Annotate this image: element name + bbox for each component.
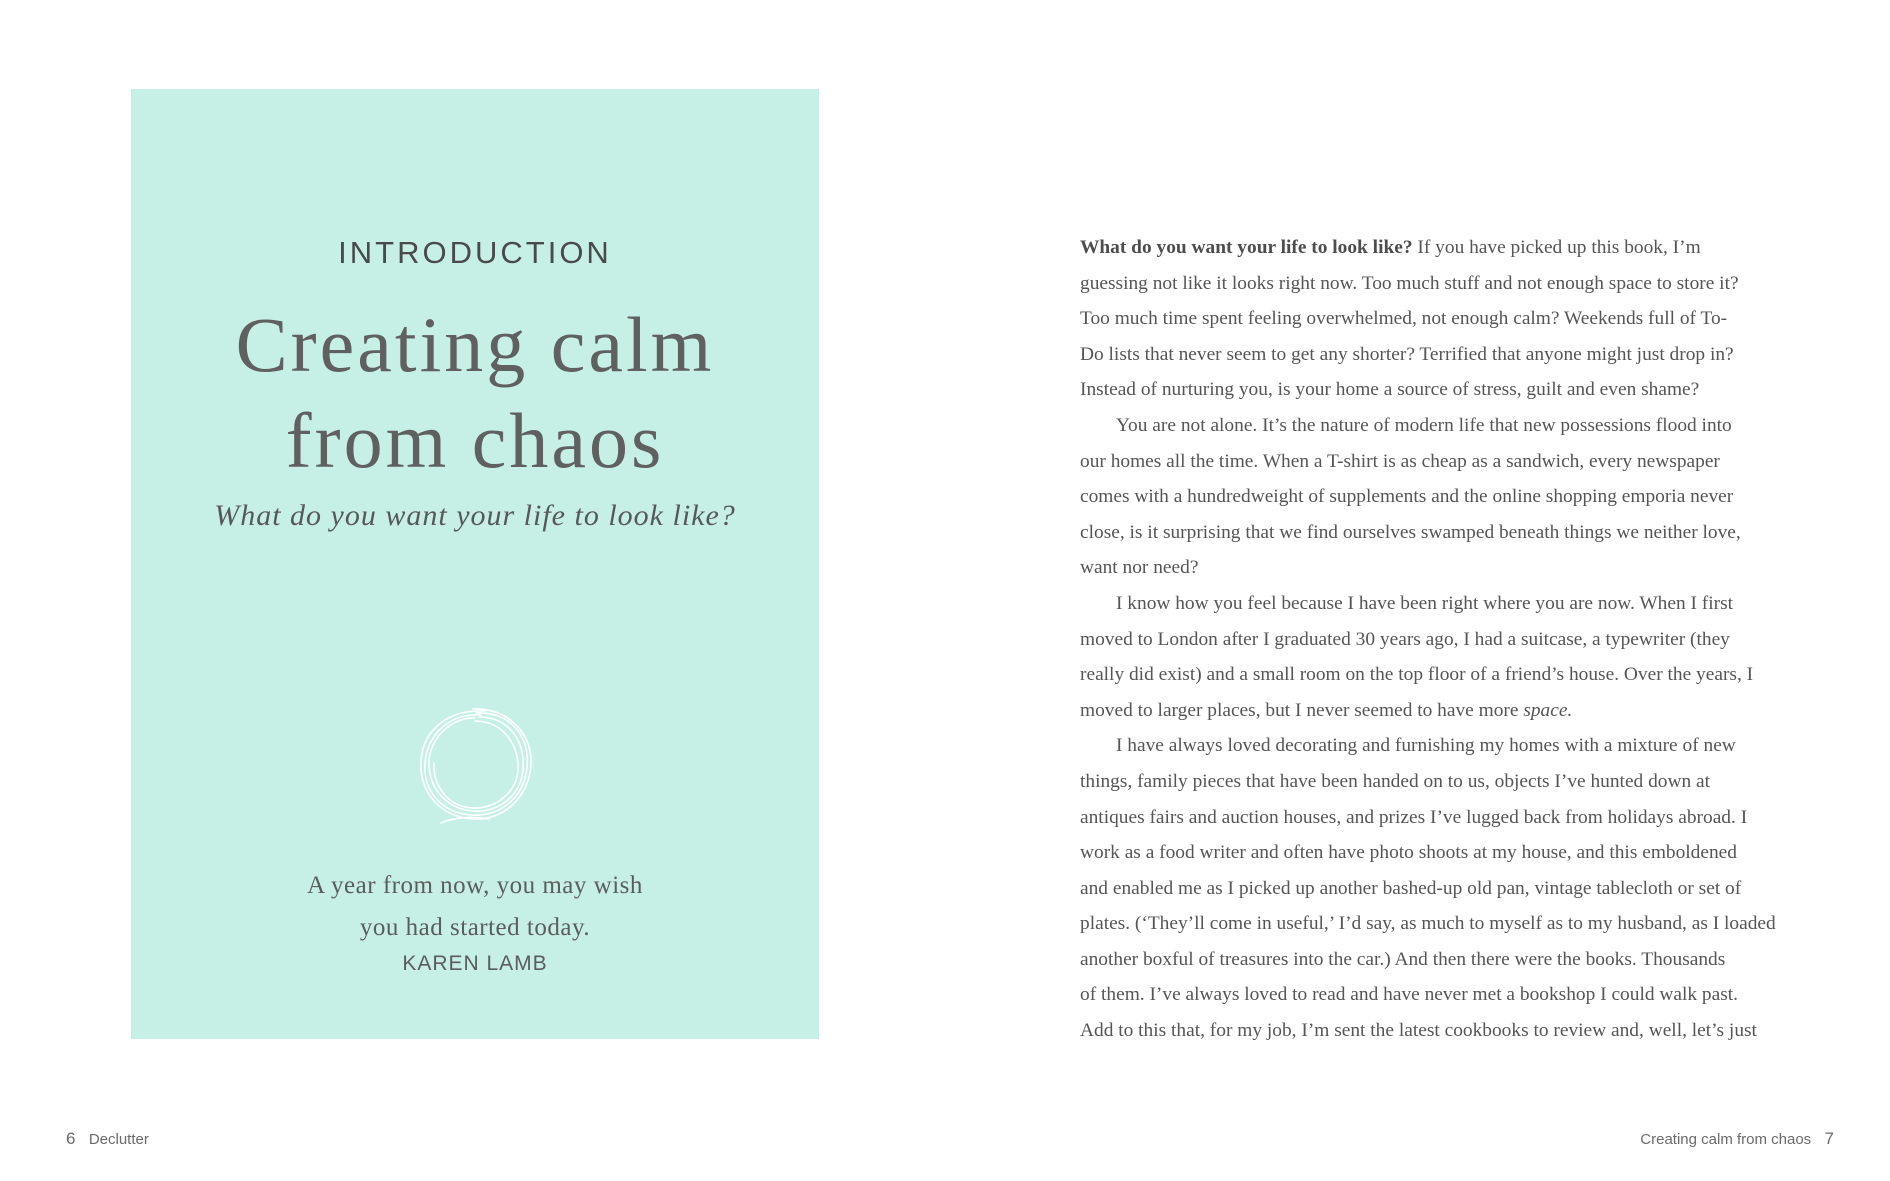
epigraph-quote: [131, 865, 819, 949]
page-number-left: 6: [66, 1129, 76, 1148]
body-line: I know how you feel because I have been right where you are now. When I first: [1116, 592, 1734, 614]
body-line: things, family pieces that have been handed on to us, objects I’ve hunted down at: [1080, 770, 1711, 792]
body-line: Add to this that, for my job, I’m sent the latest cookbooks to review and, well, let’s just: [1080, 1020, 1757, 1042]
emphasis-space: space.: [1523, 699, 1573, 721]
body-line: of them. I’ve always loved to read and have never met a bookshop I could walk past.: [1080, 984, 1738, 1006]
chapter-title-line-1: Creating calm: [235, 301, 715, 388]
body-line: moved to larger places, but I never seemed to have more space.: [1080, 699, 1573, 721]
body-line: plates. (‘They’ll come in useful,’ I’d say, as much to myself as to my husband, as I loaded: [1080, 913, 1776, 935]
body-line: moved to London after I graduated 30 years ago, I had a suitcase, a typewriter (they: [1080, 628, 1730, 650]
body-line: Too much time spent feeling overwhelmed, not enough calm? Weekends full of To-: [1080, 308, 1728, 330]
intro-panel: [131, 89, 819, 1039]
body-line: really did exist) and a small room on the top floor of a friend’s house. Over the years, I: [1080, 664, 1754, 686]
body-line: What do you want your life to look like? If you have picked up this book, I’m: [1080, 237, 1701, 258]
body-line: our homes all the time. When a T-shirt is as cheap as a sandwich, every newspaper: [1080, 450, 1720, 472]
running-head-left: Declutter: [88, 1131, 149, 1148]
section-kicker: INTRODUCTION: [338, 235, 612, 270]
body-text: [1080, 230, 1776, 1049]
epigraph-line-2: you had started today.: [359, 914, 591, 941]
body-line: You are not alone. It’s the nature of modern life that new possessions flood into: [1116, 414, 1732, 436]
body-line: Do lists that never seem to get any shorter? Terrified that anyone might just drop in?: [1080, 343, 1734, 365]
chapter-title: [131, 297, 819, 489]
body-line: guessing not like it looks right now. Too much stuff and not enough space to store it?: [1080, 272, 1739, 294]
footer-left: [66, 1129, 149, 1149]
chapter-subtitle: What do you want your life to look like?: [214, 499, 736, 532]
body-line: close, is it surprising that we find ourselves swamped beneath things we neither love,: [1080, 521, 1741, 543]
footer-right: [1640, 1129, 1834, 1149]
epigraph-line-1: A year from now, you may wish: [307, 872, 643, 899]
body-line: want nor need?: [1080, 557, 1199, 579]
hand-drawn-circle-icon: [415, 701, 537, 827]
epigraph-author: KAREN LAMB: [402, 952, 548, 975]
body-line: and enabled me as I picked up another bashed-up old pan, vintage tablecloth or set of: [1080, 877, 1742, 899]
page-number-right: 7: [1824, 1129, 1834, 1148]
running-head-right: Creating calm from chaos: [1640, 1131, 1812, 1148]
lead-in-question: What do you want your life to look like?: [1080, 237, 1413, 258]
body-line: comes with a hundredweight of supplements and the online shopping emporia never: [1080, 486, 1734, 508]
body-line: I have always loved decorating and furnishing my homes with a mixture of new: [1116, 735, 1736, 757]
chapter-title-line-2: from chaos: [285, 397, 665, 484]
body-line: work as a food writer and often have photo shoots at my house, and this emboldened: [1080, 842, 1737, 864]
body-line: another boxful of treasures into the car.) And then there were the books. Thousands: [1080, 948, 1726, 970]
body-line: antiques fairs and auction houses, and prizes I’ve lugged back from holidays abroad. I: [1080, 806, 1748, 828]
body-line: Instead of nurturing you, is your home a source of stress, guilt and even shame?: [1080, 379, 1700, 401]
